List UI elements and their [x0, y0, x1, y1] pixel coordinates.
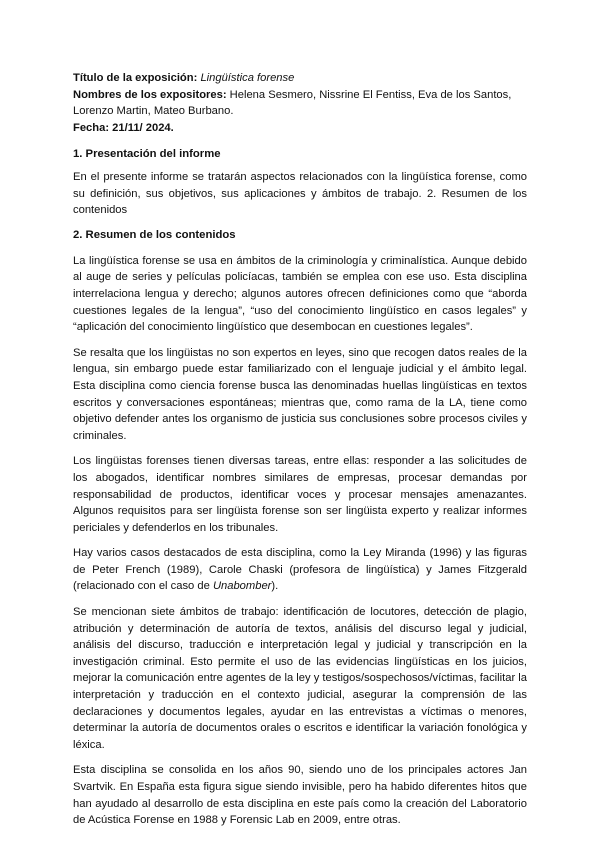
exposition-title-label: Título de la exposición: — [73, 72, 198, 84]
summary-paragraph-4 — [73, 545, 527, 595]
summary-paragraph-1: La lingüística forense se usa en ámbitos de la criminología y criminalística. Aunque debido al auge de series y películas policíacas, también se emplea con ese uso. Esta disciplina interrelaciona lengua y derecho; algunos autores ofrecen definiciones como que “aborda cuestiones legales de la lengua”, “uso del conocimiento lingüístico en casos legales” y “aplicación del conocimiento lingüístico que desembocan en cuestiones legales”. — [73, 254, 527, 334]
summary-paragraph-4-text: Hay varios casos destacados de esta disciplina, como la Ley Miranda (1996) y las figuras de Peter French (1989), Carole Chaski (profesora de lingüística) y James Fitzgerald (relacionado con el caso de — [73, 547, 527, 593]
unabomber-italic: Unabomber — [212, 580, 272, 593]
authors-line — [73, 87, 527, 120]
authors-label: Nombres de los expositores: — [73, 88, 227, 101]
authors-value: Helena Sesmero, Nissrine El Fentiss, Eva de los Santos, Lorenzo Martin, Mateo Burbano. — [73, 88, 512, 117]
exposition-title-value: Lingüística forense — [200, 72, 295, 84]
date-label: Fecha: 21/11/ 2024. — [73, 121, 174, 134]
section-1-paragraph: En el presente informe se tratarán aspectos relacionados con la lingüística forense, como su definición, sus objetivos, sus aplicaciones y ámbitos de trabajo. 2. Resumen de los contenidos — [73, 171, 527, 217]
date-line — [73, 120, 527, 137]
section-1-heading: 1. Presentación del informe — [73, 148, 221, 160]
section-2-heading: 2. Resumen de los contenidos — [73, 228, 236, 241]
summary-paragraph-2: Se resalta que los lingüistas no son expertos en leyes, sino que recogen datos reales de la lengua, sin embargo puede estar familiarizado con el lenguaje judicial y el ámbito legal. Esta disciplina como ciencia forense busca las denominadas huellas lingüísticas en textos escritos y conversaciones espontáneas; mientras que, como rama de la LA, tiene como objetivo defender antes los organismo de justicia sus conclusiones sobre procesos civiles y criminales. — [73, 346, 527, 442]
summary-paragraph-6: Esta disciplina se consolida en los años 90, siendo uno de los principales actores Jan Svartvik. En España esta figura sigue siendo invisible, pero ha habido diferentes hitos que han ayudado al desarrollo de esta disciplina en este país como la creación del Laboratorio de Acústica Forense en 1988 y Forensic Lab en 2009, entre otras. — [73, 764, 527, 827]
exposition-title-line — [73, 70, 527, 87]
summary-paragraph-5: Se mencionan siete ámbitos de trabajo: identificación de locutores, detección de plagio, atribución y determinación de autoría de textos, análisis del discurso legal y judicial, análisis del discurso, traducción e interpretación legal y judicial y transcripción en la investigación criminal. Esto permite el uso de las evidencias lingüísticas en los juicios, mejorar la comunicación entre agentes de la ley y testigos/sospechosos/víctimas, facilitar la interpretación y traducción en el contexto judicial, asegurar la comprensión de las declaraciones y documentos legales, ayudar en las entrevistas a víctimas o menores, determinar la autoría de documentos orales o escritos e identificar la variación fonológica y léxica. — [73, 606, 527, 751]
summary-paragraph-3: Los lingüistas forenses tienen diversas tareas, entre ellas: responder a las solicitudes de los abogados, identificar nombres similares de empresas, procesar demandas por responsabilidad de productos, identificar voces y procesar mensajes amenazantes. Algunos requisitos para ser lingüista forense son ser lingüista experto y realizar informes periciales y defenderlos en los tribunales. — [73, 455, 527, 534]
summary-paragraph-4-end: ). — [271, 580, 279, 593]
